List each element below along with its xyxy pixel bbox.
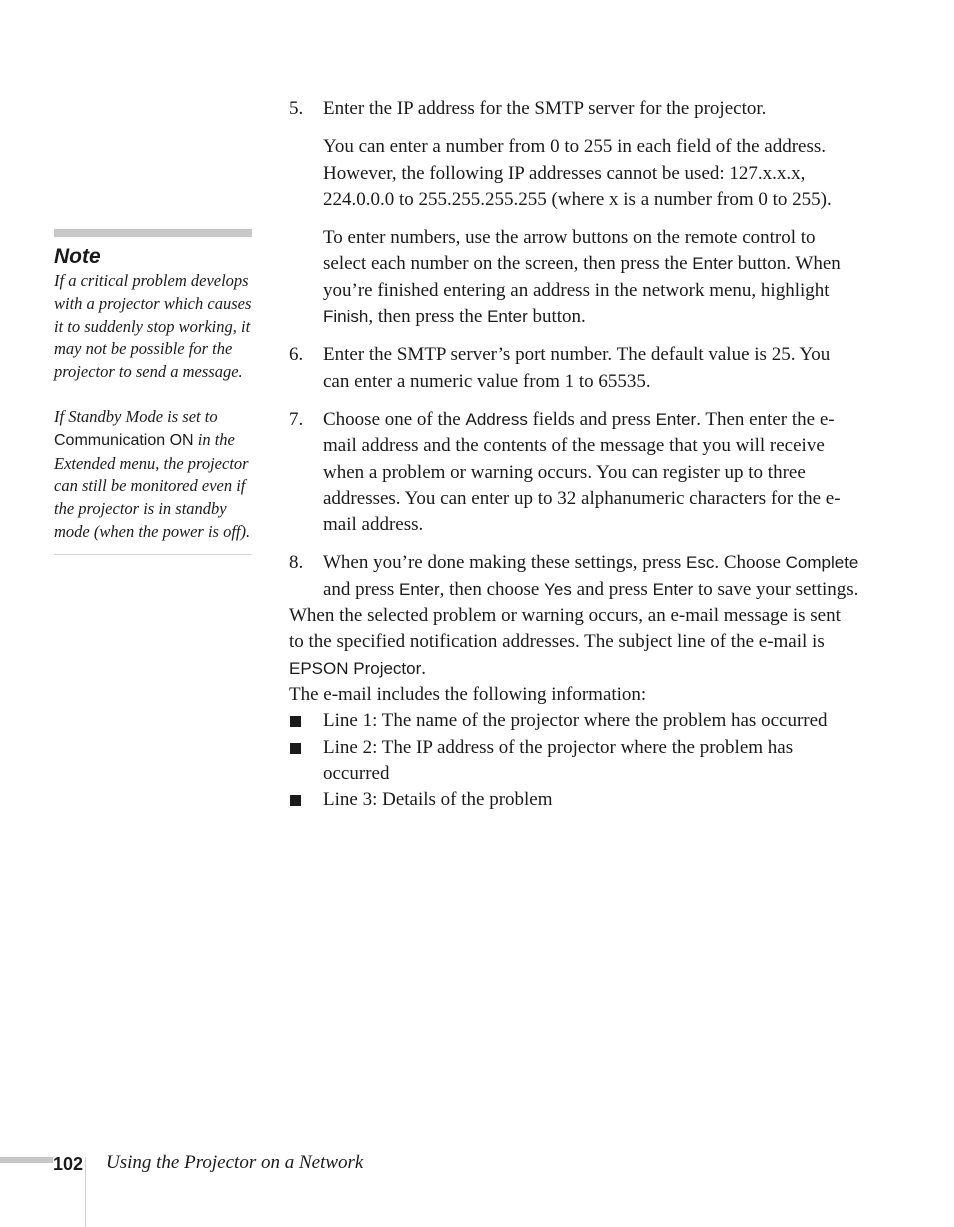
body-paragraph-2: The e-mail includes the following information:: [289, 683, 647, 705]
ui-label-enter: Enter: [692, 254, 733, 274]
step-number: 6.: [289, 344, 304, 366]
footer-divider: [85, 1157, 86, 1227]
ui-label-enter: Enter: [652, 579, 694, 599]
list-item-text: Line 3: Details of the problem: [323, 789, 553, 811]
list-item: [289, 735, 859, 788]
step-number: 7.: [289, 408, 304, 430]
step-text: . Choose: [714, 552, 781, 574]
step-text: To enter numbers, use the arrow buttons on the remote control to select each number on the screen, then press the: [323, 227, 816, 275]
step-text: to save your settings.: [697, 578, 859, 600]
bullet-square-icon: [290, 743, 301, 754]
step-text: When you’re done making these settings, press: [323, 552, 682, 574]
list-item: [289, 708, 859, 734]
step-8: [289, 550, 859, 603]
list-item-text: Line 1: The name of the projector where the problem has occurred: [323, 710, 828, 732]
step-7: [289, 407, 859, 538]
step-6: [289, 342, 859, 395]
step-text: and press: [323, 578, 395, 600]
note-text: If Standby Mode is set to: [54, 406, 218, 426]
note-bottom-rule: [54, 554, 252, 555]
ui-label-finish: Finish: [323, 307, 369, 327]
note-paragraph-1: If a critical problem develops with a projector which causes it to suddenly stop working, it may not be possible for the projector to send a message.: [54, 271, 252, 382]
ui-label-yes: Yes: [544, 579, 572, 599]
bullet-square-icon: [290, 716, 301, 727]
ui-label-esc: Esc: [686, 553, 715, 573]
step-5: [289, 96, 859, 122]
ui-label-enter: Enter: [655, 409, 697, 429]
step-text: button.: [532, 306, 586, 328]
note-paragraph-2: [54, 406, 252, 544]
body-text: .: [421, 657, 427, 679]
step-text: Choose one of the: [323, 408, 461, 430]
step-text: Enter the IP address for the SMTP server for the projector.: [323, 98, 767, 119]
ui-label-epson-projector: EPSON Projector: [289, 658, 422, 678]
body-paragraph-1: [289, 603, 859, 682]
main-content: [289, 96, 859, 813]
note-ui-label: Communication ON: [54, 431, 194, 449]
ui-label-enter: Enter: [487, 307, 528, 327]
note-text: in the Extended menu, the projector can still be monitored even if the projector is in standby mode (when the power is off).: [54, 429, 251, 541]
bullet-square-icon: [290, 795, 301, 806]
chapter-title: Using the Projector on a Network: [106, 1152, 364, 1173]
ui-label-complete: Complete: [785, 553, 859, 573]
ui-label-address: Address: [465, 409, 528, 429]
step-number: 5.: [289, 98, 304, 119]
ui-label-enter: Enter: [398, 579, 440, 599]
step-text: fields and press: [532, 408, 651, 430]
step-text: , then press the: [368, 306, 483, 328]
step-text: button. When you’re finished entering an address in the network menu, highlight: [323, 253, 841, 301]
note-heading: Note: [54, 245, 101, 268]
step-text: . Then enter the e-mail address and the contents of the message that you will receive when a problem or warning occurs. You can register up to three addresses. You can enter up to 32 alphanumeric characters for the e-mail address.: [323, 408, 841, 536]
note-top-rule: [54, 229, 252, 237]
step-text: Enter the SMTP server’s port number. The default value is 25. You can enter a numeric value from 1 to 65535.: [323, 344, 831, 392]
step-5-detail-2: [289, 225, 859, 330]
sidebar-note: [54, 229, 252, 555]
page-number: 102: [53, 1154, 84, 1174]
step-text: , then choose: [439, 578, 540, 600]
list-item: [289, 787, 859, 813]
step-number: 8.: [289, 552, 304, 574]
step-text: and press: [576, 578, 648, 600]
step-5-detail-1: You can enter a number from 0 to 255 in each field of the address. However, the following IP addresses cannot be used: 127.x.x.x, 224.0.0.0 to 255.255.255.255 (where x is a number from 0 to 255).: [323, 136, 832, 210]
list-item-text: Line 2: The IP address of the projector where the problem has occurred: [323, 736, 794, 784]
body-text: When the selected problem or warning occurs, an e-mail message is sent to the specified notification addresses. The subject line of the e-mail is: [289, 605, 841, 653]
